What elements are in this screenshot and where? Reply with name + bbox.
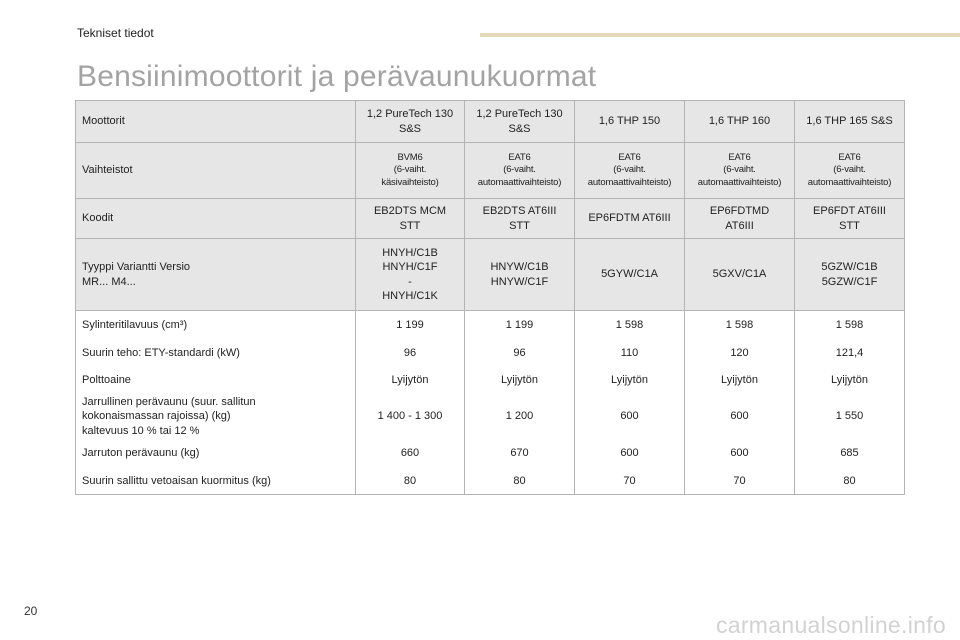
row-label: Suurin sallittu vetoaisan kuormitus (kg) (76, 468, 356, 495)
table-cell: 110 (575, 340, 685, 368)
gearbox-label: Vaihteistot (76, 143, 356, 199)
table-cell: 80 (795, 468, 905, 495)
table-cell: Lyijytön (356, 368, 465, 394)
table-row (76, 340, 905, 368)
table-cell: 1 200 (465, 394, 575, 440)
table-cell: 600 (575, 440, 685, 468)
engine-spec-table (75, 100, 905, 495)
table-cell: 600 (685, 440, 795, 468)
table-cell: 80 (465, 468, 575, 495)
type-cell: 5GZW/C1B 5GZW/C1F (795, 239, 905, 311)
code-cell: EP6FDT AT6III STT (795, 199, 905, 239)
table-cell: 685 (795, 440, 905, 468)
table-cell: Lyijytön (575, 368, 685, 394)
table-row (76, 368, 905, 394)
table-row (76, 394, 905, 440)
code-cell: EP6FDTM AT6III (575, 199, 685, 239)
type-cell: 5GXV/C1A (685, 239, 795, 311)
engine-header-row (76, 101, 905, 143)
table-cell: Lyijytön (685, 368, 795, 394)
code-cell: EB2DTS AT6III STT (465, 199, 575, 239)
type-row (76, 239, 905, 311)
table-row (76, 468, 905, 495)
code-cell: EP6FDTMD AT6III (685, 199, 795, 239)
engine-col-4: 1,6 THP 160 (685, 101, 795, 143)
table-row (76, 311, 905, 340)
watermark: carmanualsonline.info (715, 612, 946, 638)
row-label: Sylinteritilavuus (cm³) (76, 311, 356, 340)
table-cell: 1 598 (685, 311, 795, 340)
table-cell: 1 598 (575, 311, 685, 340)
table-cell: 121,4 (795, 340, 905, 368)
table-cell: 660 (356, 440, 465, 468)
table-cell: 70 (575, 468, 685, 495)
engine-col-1: 1,2 PureTech 130 S&S (356, 101, 465, 143)
type-cell: HNYW/C1B HNYW/C1F (465, 239, 575, 311)
table-cell: 80 (356, 468, 465, 495)
page-number: 20 (24, 604, 38, 618)
gearbox-cell: EAT6 (6-vaiht. automaattivaihteisto) (575, 143, 685, 199)
row-label: Jarrullinen perävaunu (suur. sallitun kokonaismassan rajoissa) (kg) kaltevuus 10 % tai 12 % (76, 394, 356, 440)
engine-col-3: 1,6 THP 150 (575, 101, 685, 143)
gearbox-cell: BVM6 (6-vaiht. käsivaihteisto) (356, 143, 465, 199)
engine-col-2: 1,2 PureTech 130 S&S (465, 101, 575, 143)
table-cell: Lyijytön (795, 368, 905, 394)
section-label: Tekniset tiedot (77, 26, 154, 40)
codes-row (76, 199, 905, 239)
table-cell: 1 400 - 1 300 (356, 394, 465, 440)
table-cell: 600 (685, 394, 795, 440)
table-cell: 600 (575, 394, 685, 440)
table-cell: 670 (465, 440, 575, 468)
table-cell: 96 (465, 340, 575, 368)
type-cell: HNYH/C1B HNYH/C1F - HNYH/C1K (356, 239, 465, 311)
row-label: Polttoaine (76, 368, 356, 394)
gearbox-cell: EAT6 (6-vaiht. automaattivaihteisto) (685, 143, 795, 199)
code-cell: EB2DTS MCM STT (356, 199, 465, 239)
row-label: Jarruton perävaunu (kg) (76, 440, 356, 468)
table-cell: 70 (685, 468, 795, 495)
gearbox-cell: EAT6 (6-vaiht. automaattivaihteisto) (465, 143, 575, 199)
table-cell: 1 199 (465, 311, 575, 340)
gearbox-cell: EAT6 (6-vaiht. automaattivaihteisto) (795, 143, 905, 199)
table-cell: 1 550 (795, 394, 905, 440)
table-cell: 1 199 (356, 311, 465, 340)
type-cell: 5GYW/C1A (575, 239, 685, 311)
gearbox-row (76, 143, 905, 199)
table-row (76, 440, 905, 468)
table-cell: Lyijytön (465, 368, 575, 394)
page-title: Bensiinimoottorit ja perävaunukuormat (77, 60, 597, 93)
engine-header-label: Moottorit (76, 101, 356, 143)
row-label: Suurin teho: ETY-standardi (kW) (76, 340, 356, 368)
table-cell: 120 (685, 340, 795, 368)
table-cell: 1 598 (795, 311, 905, 340)
table-cell: 96 (356, 340, 465, 368)
codes-label: Koodit (76, 199, 356, 239)
type-label: Tyyppi Variantti Versio MR... M4... (76, 239, 356, 311)
header-rule (480, 33, 960, 37)
engine-col-5: 1,6 THP 165 S&S (795, 101, 905, 143)
